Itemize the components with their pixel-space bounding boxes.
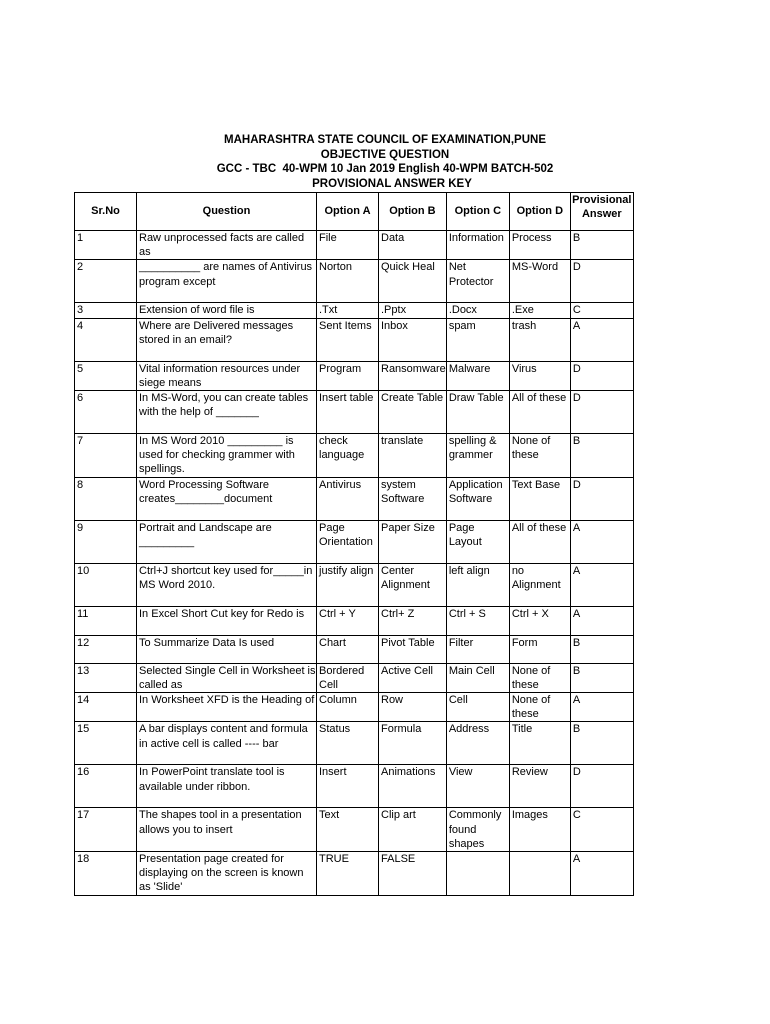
row-answer: A: [570, 693, 633, 722]
row-option-b: Ransomware: [379, 361, 447, 390]
row-srno: 4: [75, 318, 137, 361]
row-option-c: Application Software: [446, 477, 509, 520]
row-answer: B: [570, 722, 633, 765]
row-answer: C: [570, 808, 633, 852]
row-answer: C: [570, 303, 633, 318]
col-header-option-a: Option A: [317, 193, 379, 231]
row-question: A bar displays content and formula in active cell is called ---- bar: [137, 722, 317, 765]
row-option-d: All of these: [509, 391, 570, 434]
row-answer: A: [570, 520, 633, 563]
row-srno: 17: [75, 808, 137, 852]
table-row: [75, 663, 634, 692]
table-row: [75, 477, 634, 520]
row-option-d: [509, 852, 570, 896]
row-option-c: Address: [446, 722, 509, 765]
row-option-b: Row: [379, 693, 447, 722]
row-option-c: Malware: [446, 361, 509, 390]
table-row: [75, 722, 634, 765]
row-option-c: Commonly found shapes: [446, 808, 509, 852]
row-option-c: [446, 852, 509, 896]
col-header-answer: Provisional Answer: [570, 193, 633, 231]
col-header-option-b: Option B: [379, 193, 447, 231]
table-row: [75, 303, 634, 318]
table-row: [75, 765, 634, 808]
row-answer: D: [570, 477, 633, 520]
row-answer: D: [570, 361, 633, 390]
row-option-b: Animations: [379, 765, 447, 808]
row-srno: 14: [75, 693, 137, 722]
table-row: [75, 231, 634, 260]
row-option-c: spam: [446, 318, 509, 361]
row-option-c: .Docx: [446, 303, 509, 318]
row-option-a: Program: [317, 361, 379, 390]
row-question: The shapes tool in a presentation allows you to insert: [137, 808, 317, 852]
row-question: In MS-Word, you can create tables with the help of _______: [137, 391, 317, 434]
row-answer: B: [570, 231, 633, 260]
row-option-a: Page Orientation: [317, 520, 379, 563]
document-subtitle: OBJECTIVE QUESTION: [320, 148, 450, 161]
row-srno: 1: [75, 231, 137, 260]
row-option-a: Chart: [317, 635, 379, 663]
table-row: [75, 520, 634, 563]
row-question: Presentation page created for displaying on the screen is known as 'Slide': [137, 852, 317, 896]
row-srno: 13: [75, 663, 137, 692]
row-option-c: Filter: [446, 635, 509, 663]
row-option-d: Ctrl + X: [509, 606, 570, 635]
row-option-d: Form: [509, 635, 570, 663]
row-option-b: Inbox: [379, 318, 447, 361]
row-option-c: View: [446, 765, 509, 808]
row-question: Vital information resources under siege means: [137, 361, 317, 390]
answer-key-table: [74, 192, 634, 896]
row-option-a: File: [317, 231, 379, 260]
row-srno: 6: [75, 391, 137, 434]
row-option-b: Paper Size: [379, 520, 447, 563]
row-srno: 10: [75, 563, 137, 606]
document-header: [0, 133, 770, 191]
row-answer: A: [570, 563, 633, 606]
row-answer: B: [570, 635, 633, 663]
row-option-b: Pivot Table: [379, 635, 447, 663]
exam-details: GCC - TBC 40-WPM 10 Jan 2019 English 40-WPM BATCH-502: [216, 163, 554, 175]
row-option-b: Clip art: [379, 808, 447, 852]
row-option-d: trash: [509, 318, 570, 361]
row-question: Where are Delivered messages stored in an email?: [137, 318, 317, 361]
row-option-a: Norton: [317, 260, 379, 303]
row-option-b: FALSE: [379, 852, 447, 896]
row-option-d: Images: [509, 808, 570, 852]
row-option-b: Formula: [379, 722, 447, 765]
row-option-b: Create Table: [379, 391, 447, 434]
row-question: In PowerPoint translate tool is available under ribbon.: [137, 765, 317, 808]
row-option-a: Status: [317, 722, 379, 765]
row-option-a: Insert table: [317, 391, 379, 434]
row-option-b: system Software: [379, 477, 447, 520]
row-option-a: Bordered Cell: [317, 663, 379, 692]
row-option-d: None of these: [509, 663, 570, 692]
row-answer: D: [570, 765, 633, 808]
row-question: Raw unprocessed facts are called as: [137, 231, 317, 260]
row-option-a: Antivirus: [317, 477, 379, 520]
row-answer: A: [570, 852, 633, 896]
row-srno: 18: [75, 852, 137, 896]
row-option-c: Main Cell: [446, 663, 509, 692]
row-srno: 2: [75, 260, 137, 303]
row-srno: 11: [75, 606, 137, 635]
row-question: Selected Single Cell in Worksheet is called as: [137, 663, 317, 692]
row-question: __________ are names of Antivirus program except: [137, 260, 317, 303]
row-option-d: no Alignment: [509, 563, 570, 606]
row-option-d: MS-Word: [509, 260, 570, 303]
row-option-d: Title: [509, 722, 570, 765]
council-title: MAHARASHTRA STATE COUNCIL OF EXAMINATION,PUNE: [224, 134, 546, 146]
table-row: [75, 434, 634, 478]
row-question: Extension of word file is: [137, 303, 317, 318]
row-option-a: Text: [317, 808, 379, 852]
row-option-d: Process: [509, 231, 570, 260]
row-option-c: Cell: [446, 693, 509, 722]
row-option-b: Ctrl+ Z: [379, 606, 447, 635]
row-answer: A: [570, 606, 633, 635]
row-srno: 12: [75, 635, 137, 663]
row-option-a: Insert: [317, 765, 379, 808]
table-row: [75, 635, 634, 663]
row-srno: 8: [75, 477, 137, 520]
table-row: [75, 693, 634, 722]
row-option-b: Quick Heal: [379, 260, 447, 303]
table-row: [75, 391, 634, 434]
table-row: [75, 361, 634, 390]
row-option-c: Information: [446, 231, 509, 260]
row-option-a: .Txt: [317, 303, 379, 318]
row-srno: 3: [75, 303, 137, 318]
row-option-c: Ctrl + S: [446, 606, 509, 635]
row-srno: 15: [75, 722, 137, 765]
row-option-b: .Pptx: [379, 303, 447, 318]
table-header-row: [75, 193, 634, 231]
row-question: In MS Word 2010 _________ is used for checking grammer with spellings.: [137, 434, 317, 478]
row-answer: B: [570, 663, 633, 692]
row-option-a: TRUE: [317, 852, 379, 896]
row-option-a: Sent Items: [317, 318, 379, 361]
row-option-d: Virus: [509, 361, 570, 390]
row-question: In Worksheet XFD is the Heading of: [137, 693, 317, 722]
row-option-d: Review: [509, 765, 570, 808]
table-row: [75, 852, 634, 896]
col-header-srno: Sr.No: [75, 193, 137, 231]
row-option-d: Text Base: [509, 477, 570, 520]
row-answer: A: [570, 318, 633, 361]
row-option-b: translate: [379, 434, 447, 478]
table-row: [75, 606, 634, 635]
table-row: [75, 318, 634, 361]
row-question: In Excel Short Cut key for Redo is: [137, 606, 317, 635]
row-option-c: spelling & grammer: [446, 434, 509, 478]
row-answer: D: [570, 260, 633, 303]
row-answer: D: [570, 391, 633, 434]
row-option-d: All of these: [509, 520, 570, 563]
row-option-a: Ctrl + Y: [317, 606, 379, 635]
row-option-d: None of these: [509, 693, 570, 722]
row-option-c: left align: [446, 563, 509, 606]
row-option-b: Center Alignment: [379, 563, 447, 606]
col-header-option-d: Option D: [509, 193, 570, 231]
table-row: [75, 563, 634, 606]
row-srno: 5: [75, 361, 137, 390]
table-row: [75, 260, 634, 303]
row-question: To Summarize Data Is used: [137, 635, 317, 663]
row-option-b: Active Cell: [379, 663, 447, 692]
row-option-c: Draw Table: [446, 391, 509, 434]
row-option-a: Column: [317, 693, 379, 722]
row-answer: B: [570, 434, 633, 478]
col-header-question: Question: [137, 193, 317, 231]
answer-key-title: PROVISIONAL ANSWER KEY: [312, 177, 472, 190]
row-srno: 16: [75, 765, 137, 808]
table-row: [75, 808, 634, 852]
row-question: Ctrl+J shortcut key used for_____in MS Word 2010.: [137, 563, 317, 606]
row-option-c: Net Protector: [446, 260, 509, 303]
row-srno: 7: [75, 434, 137, 478]
row-question: Portrait and Landscape are _________: [137, 520, 317, 563]
col-header-option-c: Option C: [446, 193, 509, 231]
row-option-a: justify align: [317, 563, 379, 606]
row-option-d: .Exe: [509, 303, 570, 318]
row-srno: 9: [75, 520, 137, 563]
row-question: Word Processing Software creates________document: [137, 477, 317, 520]
row-option-c: Page Layout: [446, 520, 509, 563]
row-option-d: None of these: [509, 434, 570, 478]
row-option-b: Data: [379, 231, 447, 260]
row-option-a: check language: [317, 434, 379, 478]
